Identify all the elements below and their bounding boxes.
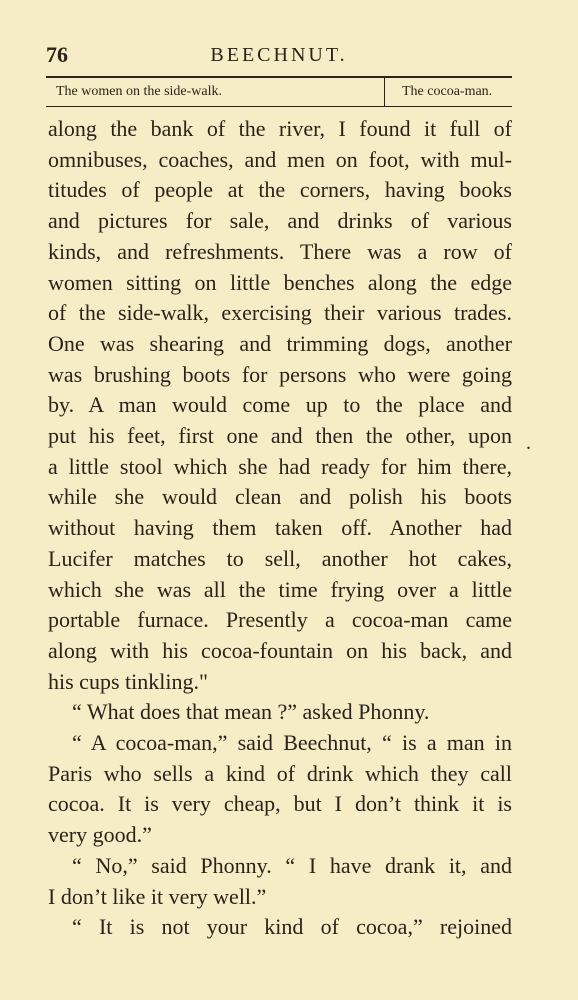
text-line: women sitting on little benches along the edge xyxy=(48,269,512,295)
subheading-left: The women on the side-walk. xyxy=(56,84,223,99)
text-line: “ No,” said Phonny. “ I have drank it, and xyxy=(72,852,512,878)
text-line: Lucifer matches to sell, another hot cakes, xyxy=(48,545,512,571)
text-line: of the side-walk, exercising their various trades. xyxy=(48,300,512,326)
text-line: “ A cocoa-man,” said Beechnut, “ is a man in xyxy=(72,730,512,756)
text-line: was brushing boots for persons who were going xyxy=(48,361,512,387)
text-line: One was shearing and trimming dogs, another xyxy=(48,330,512,356)
page-number: 76 xyxy=(46,42,68,67)
text-line: his cups tinkling." xyxy=(48,668,208,694)
text-line: Paris who sells a kind of drink which they call xyxy=(48,760,512,786)
text-line: “ What does that mean ?” asked Phonny. xyxy=(72,699,430,725)
text-line: by. A man would come up to the place and xyxy=(48,392,512,418)
text-line: without having them taken off. Another had xyxy=(48,515,512,541)
body-text xyxy=(48,114,512,943)
subheading-right: The cocoa-man. xyxy=(402,84,493,99)
text-line: kinds, and refreshments. There was a row of xyxy=(48,238,512,264)
text-line: portable furnace. Presently a cocoa-man came xyxy=(48,607,512,633)
text-line: I don’t like it very well.” xyxy=(48,883,267,909)
text-line: titudes of people at the corners, having books xyxy=(48,177,512,203)
text-line: a little stool which she had ready for him there, xyxy=(48,453,512,479)
header-rule-bottom xyxy=(46,106,512,107)
text-line: along the bank of the river, I found it full of xyxy=(48,116,512,141)
header-rule-top xyxy=(46,76,512,78)
text-line: “ It is not your kind of cocoa,” rejoined xyxy=(72,914,512,940)
running-title: BEECHNUT. xyxy=(210,44,348,66)
text-line: along with his cocoa-fountain on his back, and xyxy=(48,637,512,663)
text-line: put his feet, first one and then the other, upon xyxy=(48,423,512,449)
text-line: which she was all the time frying over a little xyxy=(48,576,512,602)
text-line: very good.” xyxy=(48,822,152,848)
text-line: cocoa. It is very cheap, but I don’t think it is xyxy=(48,791,512,817)
text-line: omnibuses, coaches, and men on foot, with mul- xyxy=(48,146,512,172)
stray-mark: . xyxy=(526,432,531,454)
header-rule-divider xyxy=(384,78,385,106)
text-line: and pictures for sale, and drinks of various xyxy=(48,208,512,234)
text-line: while she would clean and polish his boots xyxy=(48,484,512,510)
